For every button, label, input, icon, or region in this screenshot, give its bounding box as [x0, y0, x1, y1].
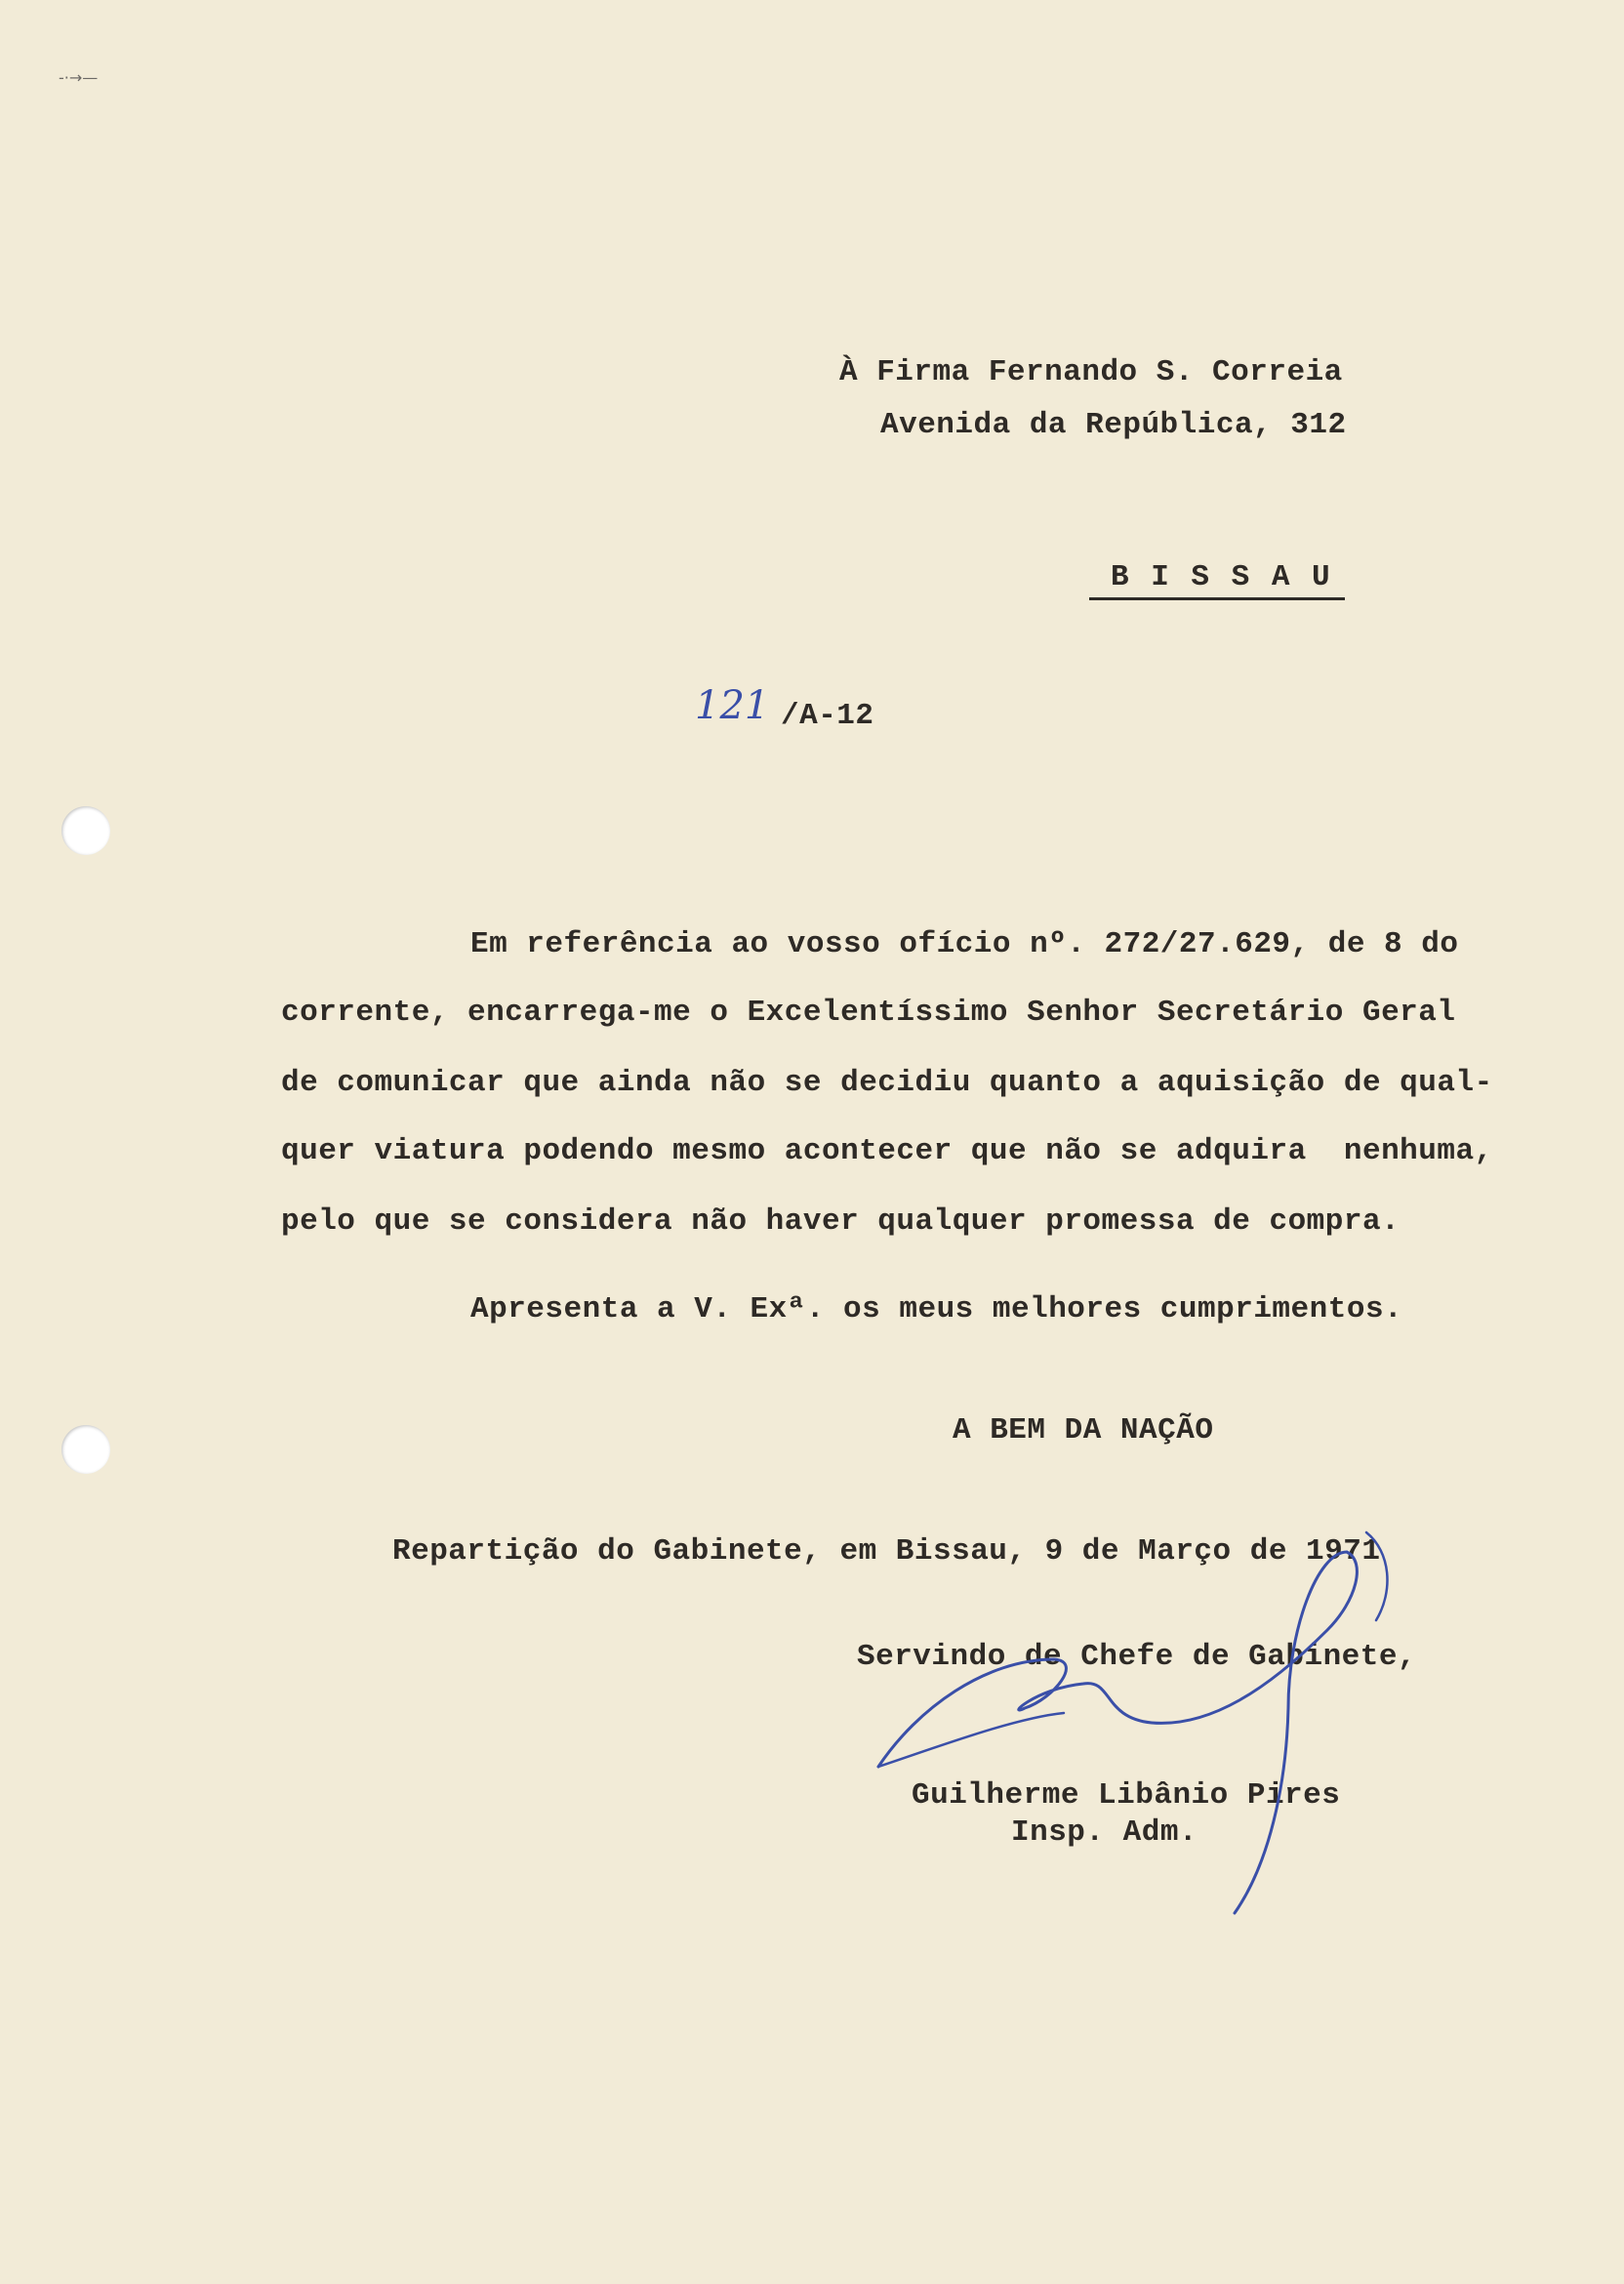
body-line-5: pelo que se considera não haver qualquer promessa de compra.	[281, 1204, 1401, 1239]
addressee-city: B I S S A U	[1111, 560, 1332, 594]
body-line-4: quer viatura podendo mesmo acontecer que não se adquira nenhuma,	[281, 1134, 1493, 1168]
addressee-line-1: À Firma Fernando S. Correia	[839, 355, 1343, 389]
place-and-date: Repartição do Gabinete, em Bissau, 9 de Março de 1971	[392, 1534, 1381, 1569]
signer-title: Insp. Adm.	[1011, 1815, 1198, 1850]
handwritten-signature	[859, 1513, 1444, 1923]
addressee-line-2: Avenida da República, 312	[880, 408, 1347, 442]
body-line-2: corrente, encarrega-me o Excelentíssimo Senhor Secretário Geral	[281, 996, 1456, 1030]
signer-name: Guilherme Libânio Pires	[912, 1778, 1341, 1813]
signer-role: Servindo de Chefe de Gabinete,	[857, 1640, 1417, 1674]
city-underline	[1089, 597, 1345, 600]
margin-marks: -·→—	[59, 68, 99, 87]
handwritten-reference-number: 121	[695, 683, 770, 728]
reference-code: /A-12	[781, 699, 874, 733]
punch-hole-bottom	[61, 1425, 110, 1474]
closing-motto: A BEM DA NAÇÃO	[953, 1413, 1214, 1448]
body-line-1: Em referência ao vosso ofício nº. 272/27.629, de 8 do	[470, 927, 1459, 961]
punch-hole-top	[61, 806, 110, 855]
greeting-line: Apresenta a V. Exª. os meus melhores cumprimentos.	[470, 1292, 1403, 1326]
body-line-3: de comunicar que ainda não se decidiu quanto a aquisição de qual-	[281, 1066, 1493, 1100]
